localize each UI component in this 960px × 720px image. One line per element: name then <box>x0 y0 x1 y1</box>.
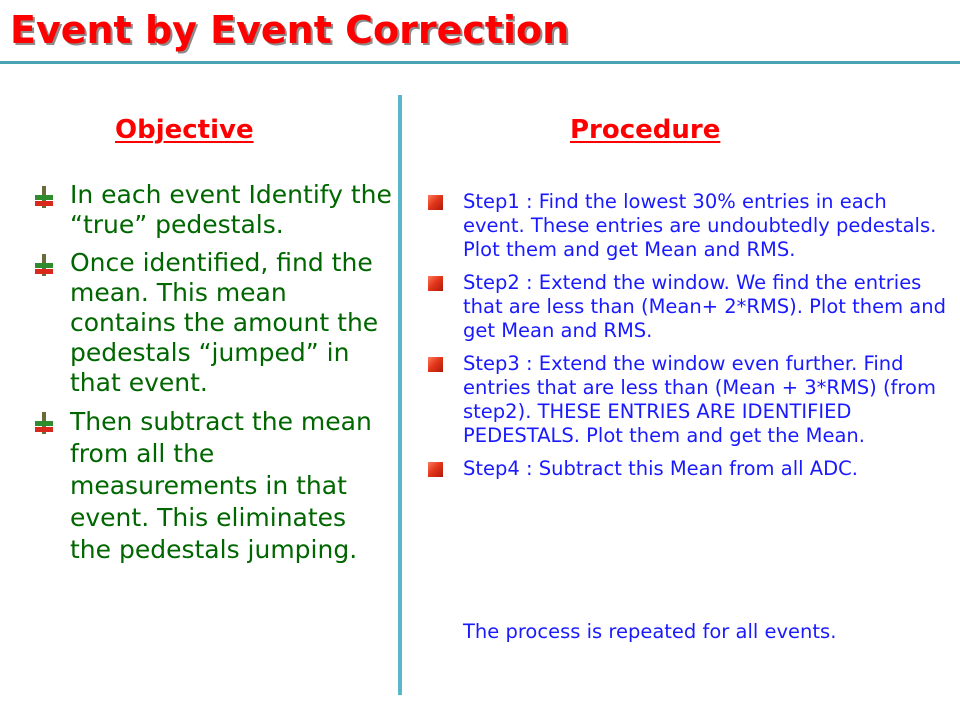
procedure-step-text: Step2 : Extend the window. We find the entries that are less than (Mean+ 2*RMS). Plot them and get Mean and RMS. <box>463 271 946 342</box>
title-underline-rule <box>0 61 960 64</box>
procedure-step <box>428 271 948 343</box>
objective-item-text: In each event Identify the “true” pedestals. <box>70 180 392 239</box>
objective-item <box>34 248 394 398</box>
objective-item-text: Once identified, find the mean. This mean contains the amount the pedestals “jumped” in that event. <box>70 248 379 397</box>
procedure-step-text: Step1 : Find the lowest 30% entries in each event. These entries are undoubtedly pedestals. Plot them and get Mean and RMS. <box>463 190 937 261</box>
procedure-heading: Procedure <box>570 115 721 145</box>
objective-item <box>34 180 394 240</box>
red-square-bullet-icon <box>428 195 443 210</box>
procedure-footer-note: The process is repeated for all events. <box>463 620 837 643</box>
slide-title: Event by Event Correction <box>10 8 570 52</box>
green-red-bar-bullet-icon <box>34 412 54 434</box>
procedure-step <box>428 457 948 481</box>
objective-item-text: Then subtract the mean from all the measurements in that event. This eliminates the pedestals jumping. <box>70 407 372 564</box>
red-square-bullet-icon <box>428 276 443 291</box>
procedure-step <box>428 190 948 262</box>
column-divider <box>398 95 402 695</box>
objective-item <box>34 406 394 566</box>
red-square-bullet-icon <box>428 357 443 372</box>
procedure-step <box>428 352 948 448</box>
procedure-step-text: Step4 : Subtract this Mean from all ADC. <box>463 457 858 480</box>
green-red-bar-bullet-icon <box>34 254 54 276</box>
objective-list <box>34 180 394 574</box>
objective-heading: Objective <box>115 115 254 145</box>
red-square-bullet-icon <box>428 462 443 477</box>
green-red-bar-bullet-icon <box>34 186 54 208</box>
procedure-list <box>428 190 948 490</box>
procedure-step-text: Step3 : Extend the window even further. Find entries that are less than (Mean + 3*RMS) (from step2). THESE ENTRIES ARE IDENTIFIED PEDESTALS. Plot them and get the Mean. <box>463 352 936 447</box>
